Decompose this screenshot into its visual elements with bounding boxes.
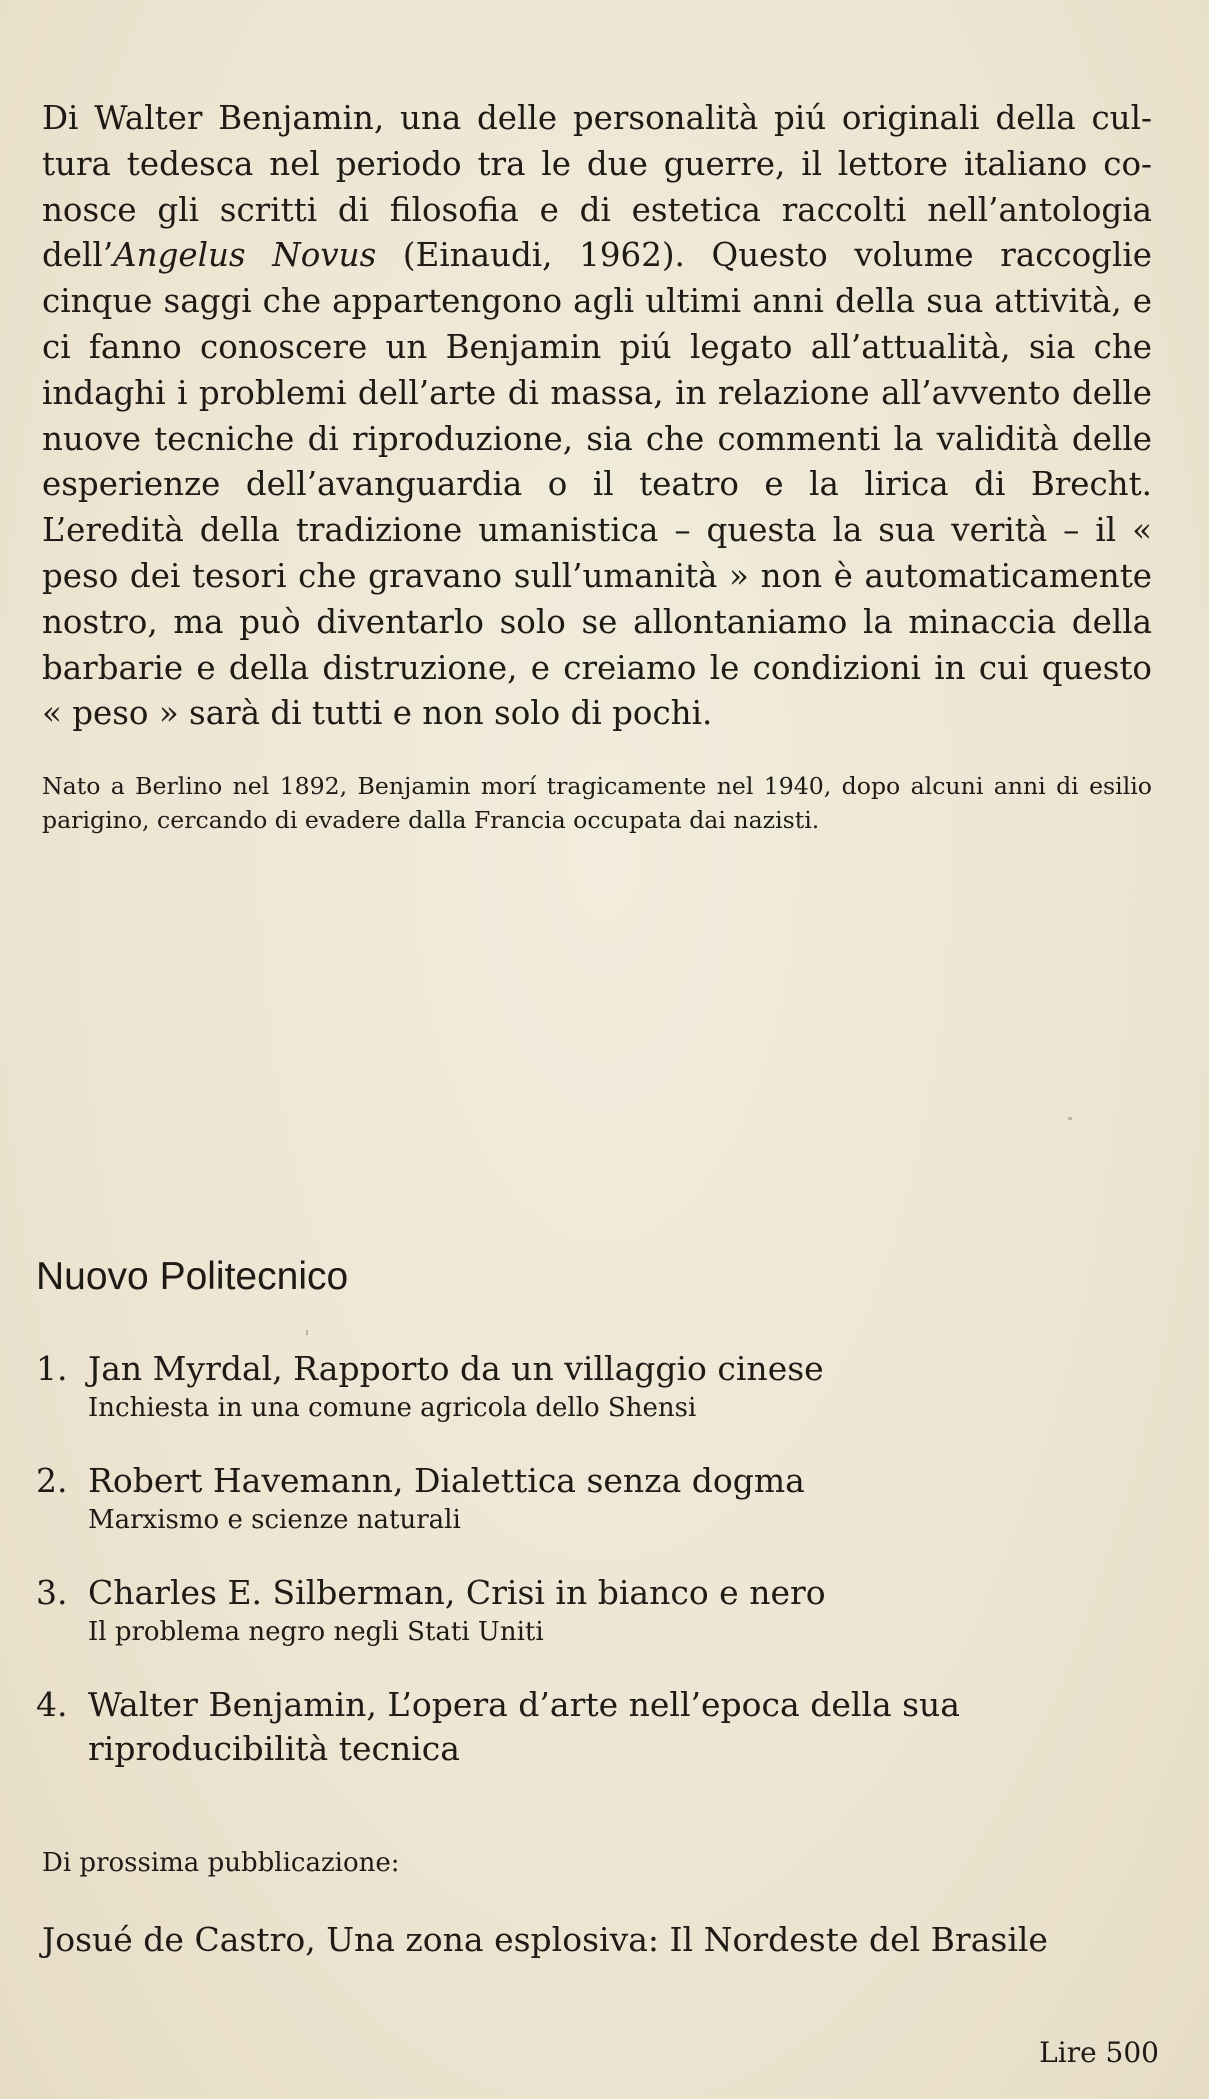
paper-speck (306, 1330, 308, 1335)
book-title: Robert Havemann, Dialettica senza dogma (88, 1461, 805, 1500)
blurb-text-part-1: Di Walter Benjamin, una delle personalità piú originali della cultura tedesca nel periodo tra le due guerre, il lettore italiano conosce gli scritti di filosofia e di estetica raccolti nell’antologia dell’ (42, 99, 1152, 275)
book-subtitle: Il problema negro negli Stati Uniti (88, 1617, 544, 1647)
book-subtitle: Marxismo e scienze naturali (88, 1505, 461, 1535)
blurb-italic-title: Angelus Novus (113, 236, 377, 275)
book-title: Charles E. Silberman, Crisi in bianco e nero (88, 1573, 826, 1612)
price-label: Lire 500 (1039, 2036, 1159, 2069)
series-book-list (36, 1347, 1156, 1803)
book-item (36, 1459, 1156, 1571)
book-item (36, 1347, 1156, 1459)
book-subtitle: Inchiesta in una comune agricola dello Shensi (88, 1393, 697, 1423)
blurb-text-part-2: (Einaudi, 1962). Questo volume raccoglie cinque saggi che appartengono agli ultimi anni della sua attività, e ci fanno conoscere un Benjamin piú legato all’attualità, sia che indaghi i problemi dell’arte di massa, in relazione all’avvento delle nuove tecniche di riproduzione, sia che commenti la validità delle esperienze dell’avanguardia o il teatro e la lirica di Brecht. L’eredità della tradizione umanistica – questa la sua verità – il « peso dei tesori che gravano sull’umanità » non è automaticamente nostro, ma può diventarlo solo se allontaniamo la minaccia della barbarie e della distruzione, e creiamo le condizioni in cui questo « peso » sarà di tutti e non solo di pochi. (42, 236, 1153, 733)
author-bio: Nato a Berlino nel 1892, Benjamin morí tragicamente nel 1940, dopo alcuni anni di esilio parigino, cercando di evadere dalla Francia occupata dai nazisti. (42, 772, 1152, 834)
upcoming-label: Di prossima pubblicazione: (42, 1848, 400, 1878)
paper-speck (1068, 1117, 1072, 1120)
book-number: 2. (36, 1461, 68, 1500)
book-number: 4. (36, 1685, 68, 1724)
book-item (36, 1571, 1156, 1683)
series-title: Nuovo Politecnico (36, 1255, 349, 1298)
blurb-paragraph (42, 96, 1152, 737)
book-number: 1. (36, 1349, 68, 1388)
upcoming-book: Josué de Castro, Una zona esplosiva: Il Nordeste del Brasile (42, 1920, 1048, 1959)
book-title: Walter Benjamin, L’opera d’arte nell’epoca della sua riproducibilità tecnica (88, 1685, 960, 1768)
book-number: 3. (36, 1573, 68, 1612)
book-title: Jan Myrdal, Rapporto da un villaggio cinese (88, 1349, 824, 1388)
book-item (36, 1683, 1156, 1803)
